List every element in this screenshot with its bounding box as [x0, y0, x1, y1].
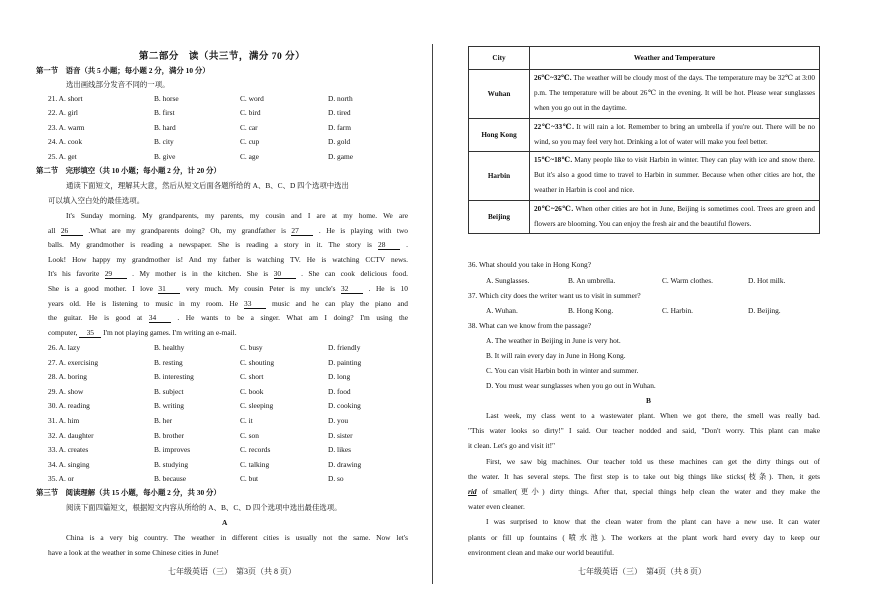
option: B. healthy: [154, 343, 185, 352]
weather-text: The weather will be cloudy most of the days. The temperature may be 32℃ at 3:00 p.m. The temperature will be about 26℃ in the evening. It will be hot. Please wear sunglasses when you go out in the daytime.: [534, 74, 815, 113]
cloze-line: It's his favorite 29 . My mother is in the kitchen. She is 30 . She can cook delicious food.: [48, 269, 408, 279]
option: B. studying: [154, 459, 189, 469]
option: C. talking: [240, 459, 270, 469]
option: A. Wuhan.: [486, 306, 518, 315]
city-cell: Hong Kong: [469, 118, 530, 151]
option: C. short: [240, 372, 264, 382]
option: C. car: [240, 122, 258, 132]
passage-b-label: B: [646, 396, 651, 405]
option: D. drawing: [328, 459, 362, 469]
weather-cell: [530, 152, 820, 201]
question-stem: 37. Which city does the writer want us to visit in summer?: [468, 291, 641, 300]
page-footer: 七年级英语（三） 第4页（共 8 页）: [578, 567, 706, 576]
option: B. give: [154, 151, 176, 161]
instruction-line: 通读下面短文，理解其大意，然后从短文后面各题所给的 A、B、C、D 四个选项中选出: [66, 181, 349, 190]
option: B. interesting: [154, 372, 194, 382]
option: B. It will rain every day in June in Hong Kong.: [486, 351, 626, 360]
passage-a-label: A: [222, 518, 228, 527]
passage-line: it clean. Let's go and visit it!": [468, 441, 556, 451]
option: C. Harbin.: [662, 306, 693, 315]
passage-line: I was surprised to know that the clean water from the plant can have a new use. It can water: [486, 517, 820, 527]
cloze-line: Look! How happy my grandmother is! And my father is watching TV. He is watching CCTV news.: [48, 254, 408, 264]
keyword-rid: rid: [468, 487, 477, 496]
blank-29: 29: [105, 270, 127, 279]
passage-line: Last week, my class went to a wastewater plant. When we got there, the smell was really bad.: [486, 411, 820, 420]
option: D. gold: [328, 137, 351, 147]
option: B. An umbrella.: [568, 276, 616, 285]
option: 26. A. lazy: [48, 343, 81, 352]
option: D. farm: [328, 122, 351, 132]
option: A. Sunglasses.: [486, 276, 530, 285]
city-cell: Harbin: [469, 152, 530, 201]
option: B. because: [154, 474, 187, 484]
option: D. cooking: [328, 401, 361, 411]
option: D. sister: [328, 430, 353, 440]
section3-instruction: 阅读下面四篇短文，根据短文内容从所给的 A、B、C、D 四个选项中选出最佳选项。: [66, 503, 342, 512]
part-title: 第二部分 读（共三节，满分 70 分）: [138, 52, 306, 62]
cloze-line: It's Sunday morning. My grandparents, my parents, my cousin and I are at my home. We are: [66, 211, 408, 220]
option: D. so: [328, 474, 344, 484]
instruction-line: 可以填入空白处的最佳选项。: [48, 196, 145, 205]
weather-cell: [530, 70, 820, 119]
option: D. food: [328, 386, 351, 396]
option: D. long: [328, 372, 351, 382]
section1-heading: 第一节 语音（共 5 小题；每小题 2 分，满分 10 分）: [36, 66, 210, 75]
cloze-line: years old. He is listening to music in my room. He 33 music and he can play the piano and: [48, 298, 408, 308]
option: D. likes: [328, 445, 351, 455]
option: B. city: [154, 137, 174, 147]
option: D. you: [328, 416, 349, 425]
weather-text: Many people like to visit Harbin in winter. They can play with ice and snow there. But it's also a good time to travel to Harbin in summer. Because when other cities are hot, the weather in Harbin is cool and nice.: [534, 156, 815, 195]
option: C. Warm clothes.: [662, 276, 713, 285]
option: 21. A. short: [48, 94, 83, 103]
table-row: [469, 152, 820, 201]
option: C. busy: [240, 343, 263, 352]
section3-heading: 第三节 阅读理解（共 15 小题，每小题 2 分，共 30 分）: [36, 488, 221, 497]
option: 27. A. exercising: [48, 357, 99, 367]
option: 35. A. or: [48, 474, 74, 484]
blank-32: 32: [341, 285, 363, 294]
question-stem: 38. What can we know from the passage?: [468, 321, 591, 330]
option: C. cup: [240, 137, 260, 147]
blank-31: 31: [158, 285, 180, 294]
weather-table: [468, 46, 820, 234]
option: D. tired: [328, 108, 351, 118]
blank-34: 34: [149, 314, 171, 323]
option: A. The weather in Beijing in June is very hot.: [486, 336, 621, 345]
cloze-line: computer, 35 I'm not playing games. I'm writing an e-mail.: [48, 327, 237, 337]
option: C. records: [240, 445, 271, 455]
page-footer: 七年级英语（三） 第3页（共 8 页）: [168, 567, 296, 576]
option: 25. A. get: [48, 151, 77, 161]
page-divider: [432, 44, 433, 584]
table-row: [469, 118, 820, 151]
option: D. game: [328, 151, 354, 161]
section2-heading: 第二节 完形填空（共 10 小题；每小题 2 分，计 20 分）: [36, 166, 221, 175]
blank-27: 27: [291, 227, 313, 236]
option: B. resting: [154, 357, 183, 367]
option: 33. A. creates: [48, 445, 89, 455]
temperature-range: 20℃~26℃.: [534, 204, 574, 213]
option: C. but: [240, 474, 259, 484]
city-cell: Wuhan: [469, 70, 530, 119]
option: B. writing: [154, 401, 184, 411]
option: 28. A. boring: [48, 372, 88, 382]
option: 24. A. cook: [48, 137, 83, 147]
option: C. shouting: [240, 357, 275, 367]
option: C. age: [240, 151, 259, 161]
blank-33: 33: [244, 300, 266, 309]
option: D. Beijing.: [748, 306, 781, 315]
blank-35: 35: [79, 329, 101, 338]
blank-30: 30: [274, 270, 296, 279]
blank-28: 28: [378, 241, 400, 250]
temperature-range: 15℃~18℃.: [534, 156, 573, 165]
option: B. improves: [154, 445, 191, 455]
question-stem: 36. What should you take in Hong Kong?: [468, 260, 592, 269]
weather-cell: [530, 118, 820, 151]
option: 34. A. singing: [48, 459, 90, 469]
passage-line: "This water looks so dirty!" I said. Our teacher nodded and said, "Don't worry. This plant can make: [468, 426, 820, 436]
option: B. Hong Kong.: [568, 306, 614, 315]
option: D. friendly: [328, 343, 361, 352]
option: C. son: [240, 430, 259, 440]
weather-text: When other cities are hot in June, Beijing is sometimes cool. Trees are green and flowers are blooming. You can enjoy the fresh air and the beautiful flowers.: [534, 204, 815, 228]
option: D. north: [328, 94, 353, 103]
city-cell: Beijing: [469, 200, 530, 233]
passage-line: have a look at the weather in some Chinese cities in June!: [48, 548, 219, 557]
option: C. it: [240, 416, 253, 425]
option: D. Hot milk.: [748, 276, 786, 285]
passage-line: China is a very big country. The weather in different cities is usually not the same. Now let's: [66, 533, 408, 542]
weather-cell: [530, 200, 820, 233]
option: 32. A. daughter: [48, 430, 94, 440]
table-header-city: City: [469, 47, 530, 70]
temperature-range: 22℃~33℃.: [534, 122, 574, 131]
option: B. brother: [154, 430, 184, 440]
passage-line: water even cleaner.: [468, 502, 525, 512]
option: C. word: [240, 94, 264, 103]
passage-line: the water. It has several steps. The first step is to take out big things like sticks(枝条). Then, it gets: [468, 471, 820, 481]
passage-line: First, we saw big machines. Our teacher told us these machines can get the dirty things out of: [486, 456, 820, 466]
option: D. painting: [328, 357, 362, 367]
cloze-line: balls. My grandmother is reading a newspaper. She is reading a story in it. The story is 28 .: [48, 240, 408, 250]
option: B. first: [154, 108, 175, 118]
option: D. You must wear sunglasses when you go out in Wuhan.: [486, 381, 656, 390]
passage-line: plants or fill up fountains (喷水池). The workers at the plant work hard every day to keep our: [468, 532, 820, 542]
table-row: [469, 200, 820, 233]
blank-26: 26: [61, 227, 83, 236]
option: 23. A. warm: [48, 122, 85, 132]
option: 31. A. him: [48, 416, 80, 425]
option: B. horse: [154, 94, 179, 103]
passage-line: environment clean and make our world beautiful.: [468, 547, 614, 557]
option: 29. A. show: [48, 386, 84, 396]
right-page: [468, 0, 824, 614]
option: B. hard: [154, 122, 176, 132]
option: C. bird: [240, 108, 261, 118]
option: 22. A. girl: [48, 108, 78, 118]
option: C. You can visit Harbin both in winter and summer.: [486, 366, 639, 375]
table-row: [469, 70, 820, 119]
option: C. book: [240, 386, 264, 396]
option: B. subject: [154, 386, 184, 396]
weather-text: It will rain a lot. Remember to bring an umbrella if you're out. There will be no wind, so you may feel very hot. Drinking a lot of water will make you feel better.: [534, 122, 815, 146]
section1-instruction: 选出画线部分发音不同的一项。: [66, 80, 170, 89]
cloze-line: the guitar. He is good at 34 . He wants to be a singer. What am I doing? I'm using the: [48, 313, 408, 323]
cloze-line: She is a good mother. I love 31 very much. My cousin Peter is my uncle's 32 . He is 10: [48, 284, 408, 293]
option: C. sleeping: [240, 401, 274, 411]
option: B. her: [154, 416, 173, 425]
passage-line: rid of smaller(更小) dirty things. After that, special things help clean the water and they make the: [468, 487, 820, 496]
table-header-weather: Weather and Temperature: [530, 47, 820, 70]
temperature-range: 26℃~32℃.: [534, 74, 572, 82]
option: 30. A. reading: [48, 401, 90, 411]
cloze-line: all 26 .What are my grandparents doing? Oh, my grandfather is 27 . He is playing with two: [48, 225, 408, 235]
left-page: [36, 0, 408, 614]
